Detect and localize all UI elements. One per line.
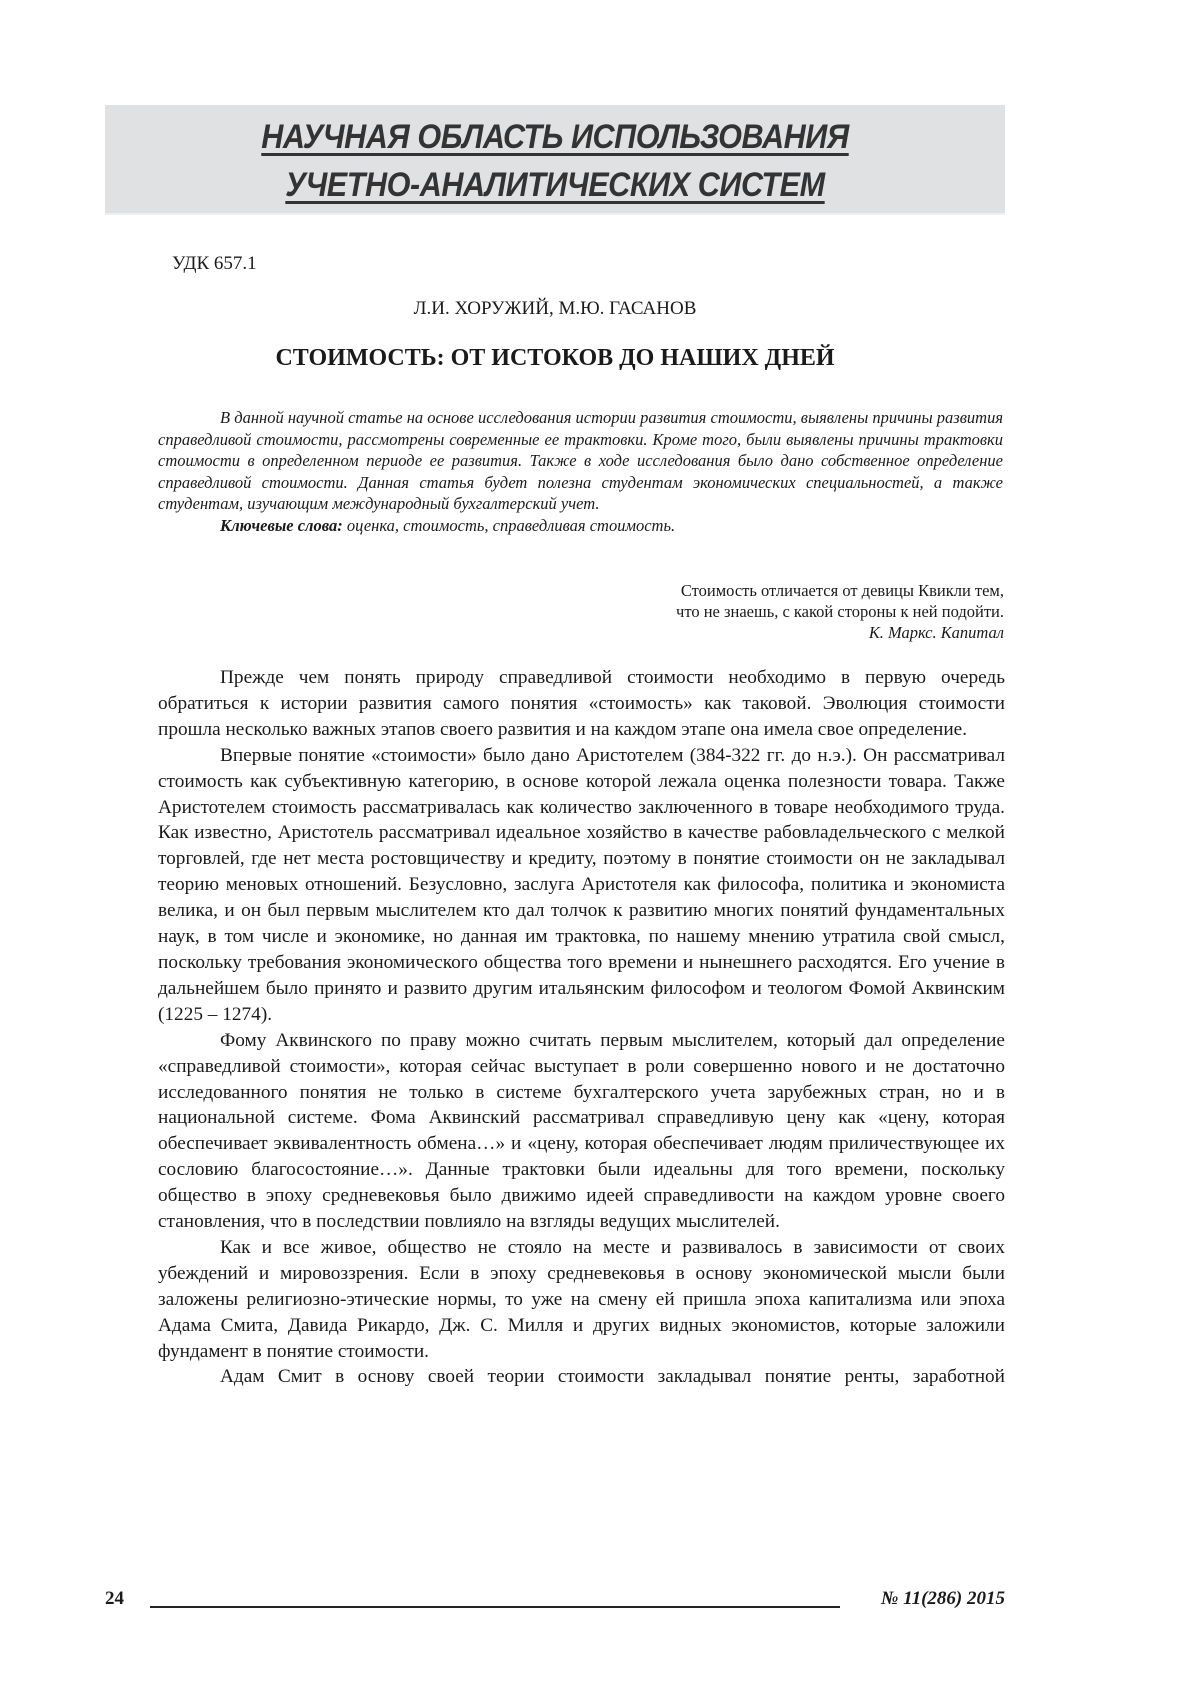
epigraph-source: К. Маркс. Капитал bbox=[676, 622, 1004, 643]
epigraph bbox=[676, 580, 1004, 643]
abstract-text: В данной научной статье на основе исследования истории развития стоимости, выявлены причины развития справедливой стоимости, рассмотрены современные ее трактовки. Кроме того, были выявлены причины трактовки стоимости в определенном периоде ее развития. Также в ходе исследования было дано собственное определение справедливой стоимости. Данная статья будет полезна студентам экономических специальностей, а также студентам, изучающим международный бухгалтерский учет. bbox=[158, 407, 1003, 515]
keywords bbox=[158, 515, 1003, 537]
paragraph: Как и все живое, общество не стояло на месте и развивалось в зависимости от своих убеждений и мировоззрения. Если в эпоху средневековья в основу экономической мысли были заложены религиозно-этические нормы, то уже на смену ей пришла эпоха капитализма или эпоха Адама Смита, Давида Рикардо, Дж. С. Милля и других видных экономистов, которые заложили фундамент в понятие стоимости. bbox=[158, 1235, 1005, 1365]
abstract bbox=[158, 407, 1003, 537]
paragraph: Адам Смит в основу своей теории стоимости закладывал понятие ренты, заработной bbox=[158, 1364, 1005, 1390]
epigraph-line: Стоимость отличается от девицы Квикли тем, bbox=[676, 580, 1004, 601]
page-footer bbox=[105, 1588, 1005, 1612]
section-banner bbox=[105, 105, 1005, 215]
paragraph: Прежде чем понять природу справедливой стоимости необходимо в первую очередь обратиться к истории развития самого понятия «стоимость» как таковой. Эволюция стоимости прошла несколько важных этапов своего развития и на каждом этапе она имела свое определение. bbox=[158, 665, 1005, 743]
section-title-line1: НАУЧНАЯ ОБЛАСТЬ ИСПОЛЬЗОВАНИЯ bbox=[150, 113, 960, 161]
article-title: СТОИМОСТЬ: ОТ ИСТОКОВ ДО НАШИХ ДНЕЙ bbox=[0, 345, 1110, 372]
page-number: 24 bbox=[105, 1588, 124, 1610]
keywords-list: оценка, стоимость, справедливая стоимость. bbox=[343, 516, 675, 535]
issue-number: № 11(286) 2015 bbox=[881, 1588, 1005, 1610]
article-body bbox=[158, 665, 1005, 1390]
paragraph: Впервые понятие «стоимости» было дано Аристотелем (384-322 гг. до н.э.). Он рассматривал стоимость как субъективную категорию, в основе которой лежала оценка полезности товара. Также Аристотелем стоимость рассматривалась как количество заключенного в товаре необходимого труда. Как известно, Аристотель рассматривал идеальное хозяйство в качестве рабовладельческого с мелкой торговлей, где нет места ростовщичеству и кредиту, поэтому в понятие стоимости он не закладывал теорию меновых отношений. Безусловно, заслуга Аристотеля как философа, политика и экономиста велика, и он был первым мыслителем кто дал толчок к развитию многих понятий фундаментальных наук, в том числе и экономике, но данная им трактовка, по нашему мнению утратила свой смысл, поскольку требования экономического общества того времени и нынешнего расходятся. Его учение в дальнейшем было принято и развито другим итальянским философом и теологом Фомой Аквинским (1225 – 1274). bbox=[158, 743, 1005, 1028]
paragraph: Фому Аквинского по праву можно считать первым мыслителем, который дал определение «справедливой стоимости», которая сейчас выступает в роли совершенно нового и не достаточно исследованного понятия не только в системе бухгалтерского учета зарубежных стран, но и в национальной системе. Фома Аквинский рассматривал справедливую цену как «цену, которая обеспечивает эквивалентность обмена…» и «цену, которая обеспечивает людям приличествующее их сословию благосостояние…». Данные трактовки были идеальны для того времени, поскольку общество в эпоху средневековья было движимо идеей справедливости на каждом уровне своего становления, что в последствии повлияло на взгляды ведущих мыслителей. bbox=[158, 1028, 1005, 1235]
footer-rule bbox=[150, 1606, 840, 1608]
section-title-line2: УЧЕТНО-АНАЛИТИЧЕСКИХ СИСТЕМ bbox=[150, 161, 960, 209]
udk-code: УДК 657.1 bbox=[172, 253, 257, 275]
keywords-label: Ключевые слова: bbox=[220, 516, 343, 535]
epigraph-line: что не знаешь, с какой стороны к ней подойти. bbox=[676, 601, 1004, 622]
authors: Л.И. ХОРУЖИЙ, М.Ю. ГАСАНОВ bbox=[0, 298, 1110, 320]
